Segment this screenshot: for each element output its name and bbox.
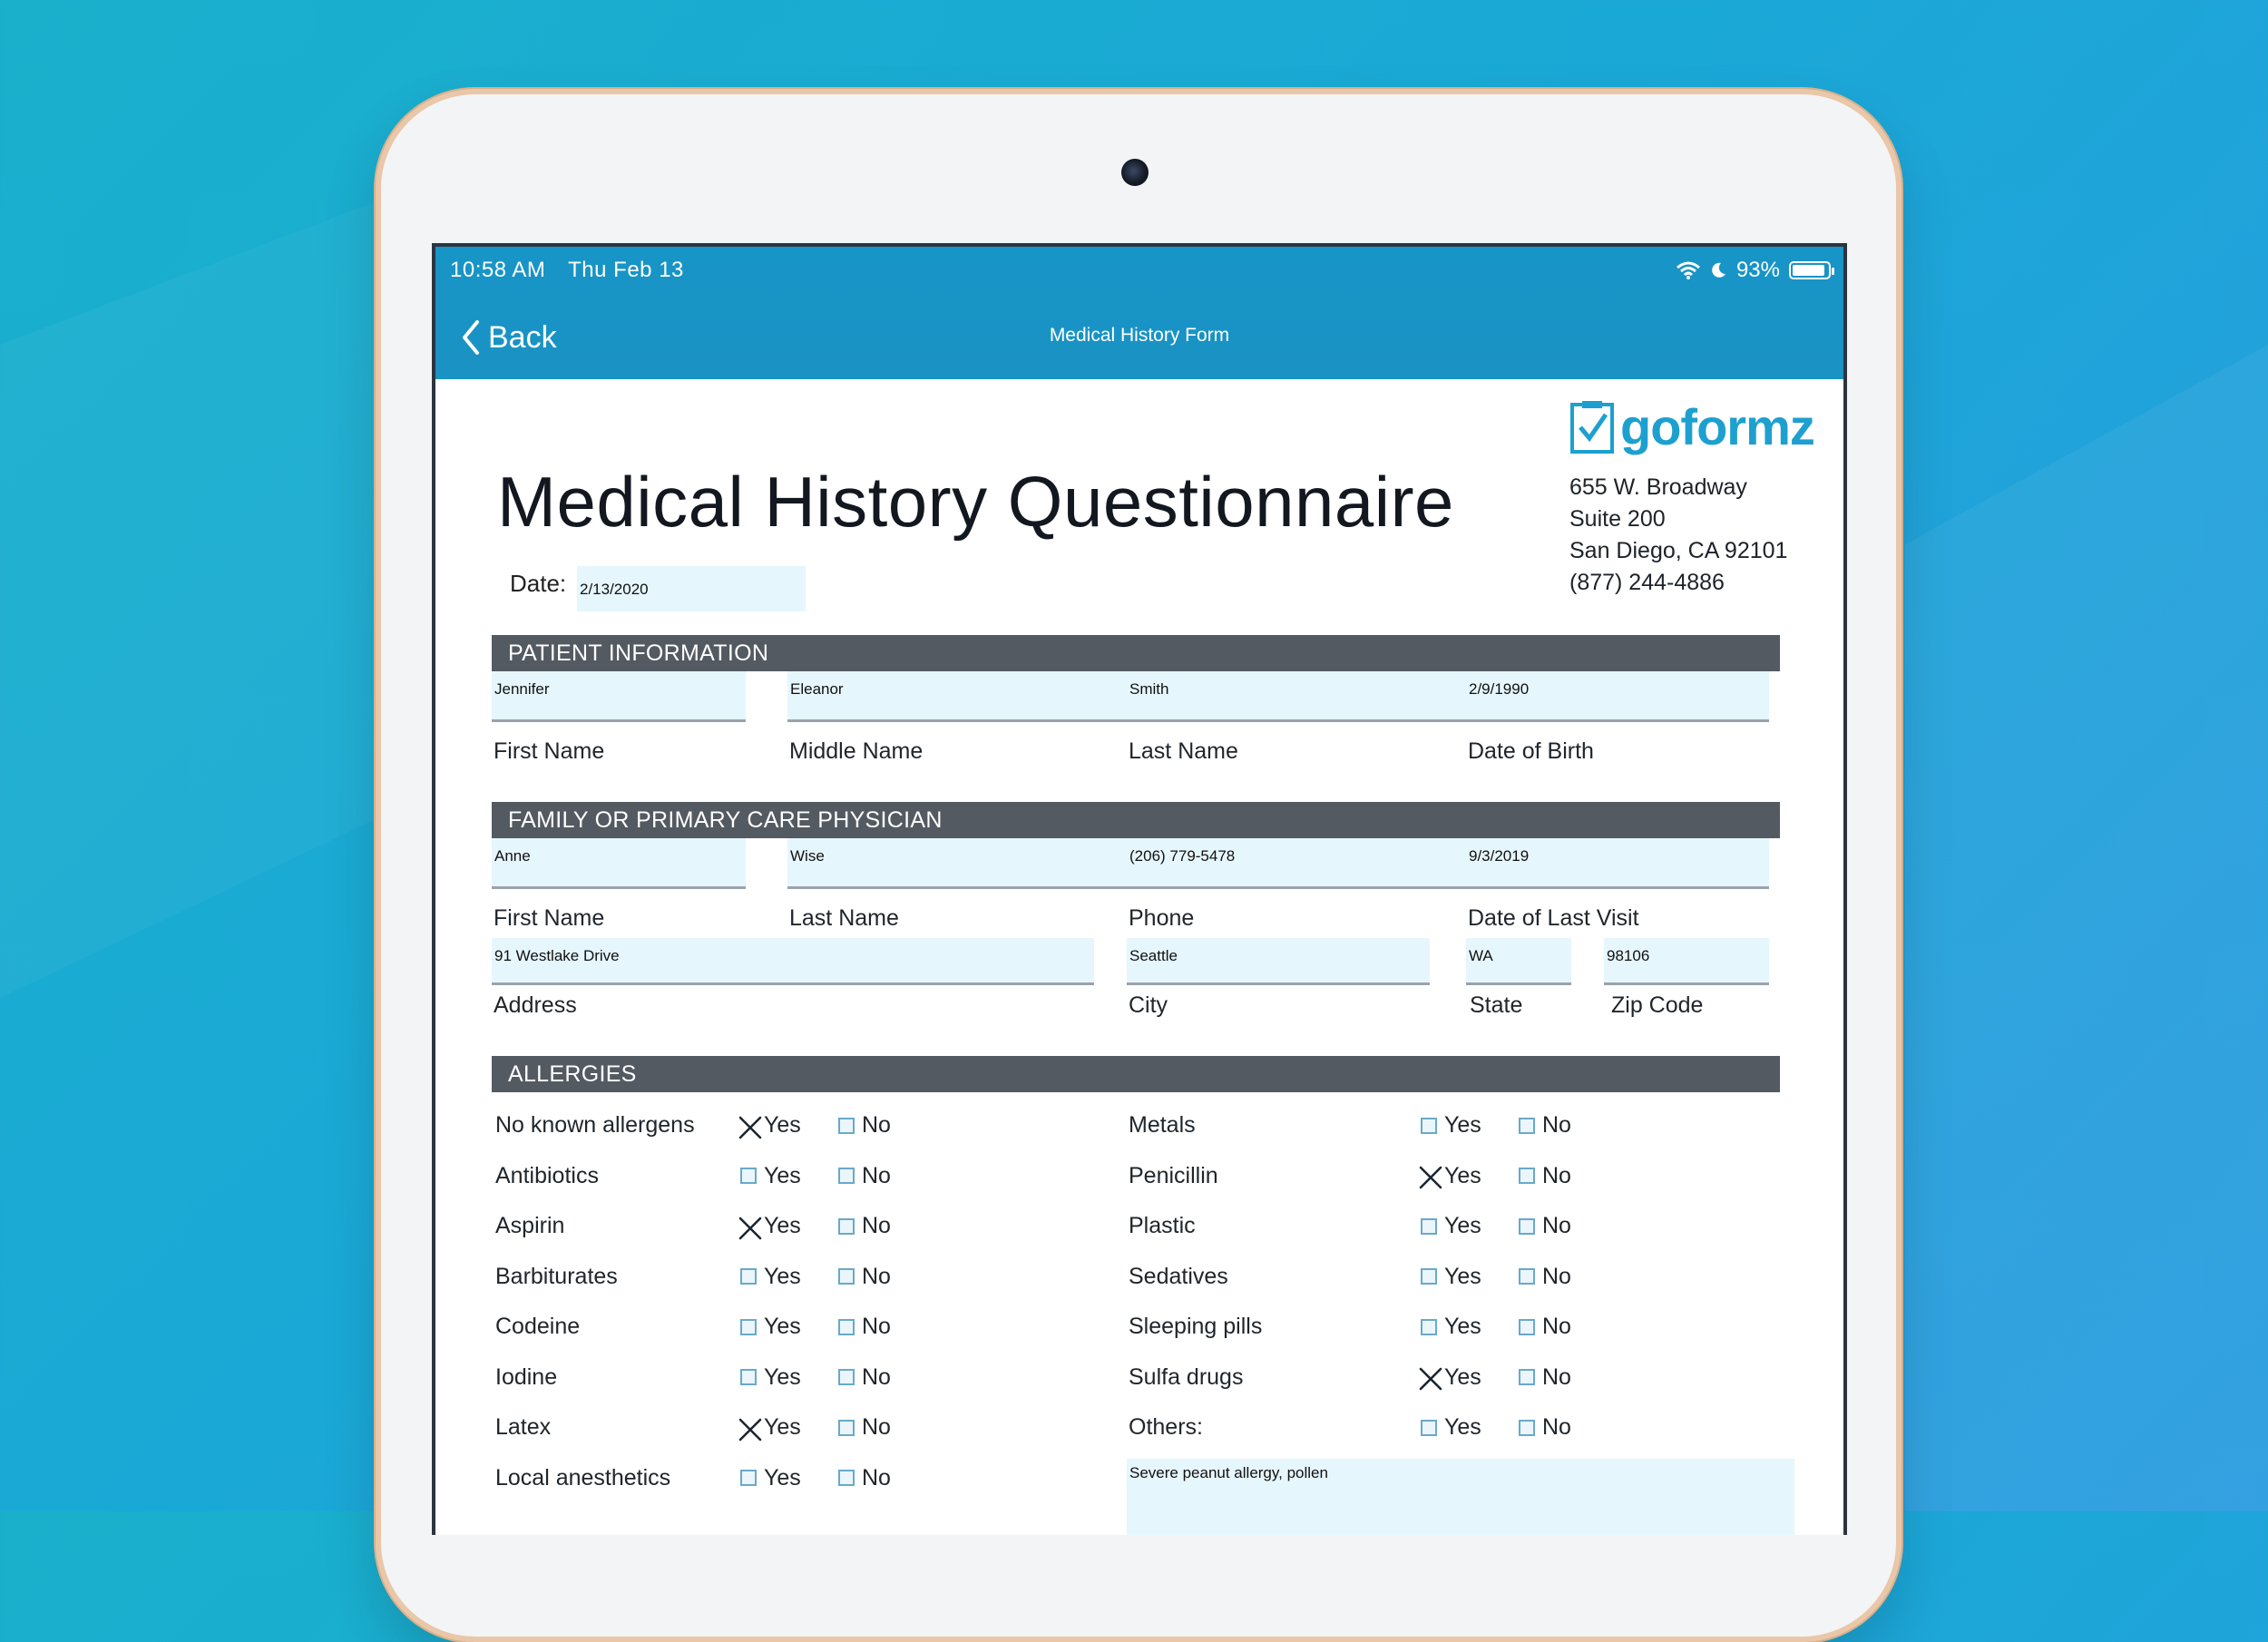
form-document [435, 379, 1843, 1535]
allergy-yes-option-checkbox[interactable] [740, 1268, 757, 1285]
allergy-name: Codeine [495, 1314, 581, 1339]
allergy-no-option-checkbox[interactable] [838, 1319, 855, 1335]
allergy-no-option-checkbox[interactable] [838, 1369, 855, 1385]
allergy-yes-option-label: Yes [1444, 1263, 1481, 1289]
allergy-name: Antibiotics [495, 1162, 599, 1188]
allergy-yes-option-label: Yes [764, 1314, 801, 1339]
patient-middle-name-input[interactable]: Eleanor [787, 671, 1127, 722]
status-time: 10:58 AM [450, 258, 546, 282]
nav-title: Medical History Form [1049, 325, 1230, 346]
allergy-yes-option-label: Yes [764, 1112, 801, 1138]
allergy-no-option-checkbox[interactable] [1519, 1218, 1535, 1235]
allergy-yes-option-label: Yes [1444, 1213, 1481, 1238]
allergy-yes-option-checkbox[interactable] [1421, 1218, 1437, 1235]
allergy-yes-option[interactable] [740, 1163, 801, 1189]
allergy-name: Metals [1129, 1112, 1196, 1138]
allergy-no-option-label: No [862, 1213, 891, 1238]
wifi-icon [1677, 261, 1700, 279]
allergy-name: Plastic [1129, 1213, 1196, 1238]
allergy-yes-option[interactable] [1421, 1264, 1481, 1290]
clipboard-check-icon [1569, 400, 1615, 454]
allergy-name: Others: [1129, 1414, 1203, 1440]
allergy-no-option-label: No [1542, 1213, 1571, 1238]
physician-last-name-label: Last Name [789, 905, 899, 931]
allergy-no-option-label: No [1542, 1112, 1571, 1138]
patient-dob-label: Date of Birth [1468, 738, 1594, 764]
company-phone: (877) 244-4886 [1569, 570, 1725, 595]
allergy-yes-option[interactable] [740, 1213, 801, 1239]
allergy-yes-option[interactable] [1421, 1213, 1481, 1239]
battery-icon [1789, 261, 1831, 279]
allergy-no-option-checkbox[interactable] [1519, 1319, 1535, 1335]
patient-first-name-input[interactable]: Jennifer [492, 671, 746, 722]
allergy-name: Sulfa drugs [1129, 1363, 1244, 1390]
physician-address-label: Address [494, 992, 577, 1018]
physician-zip-label: Zip Code [1611, 992, 1704, 1018]
allergy-yes-option[interactable] [1421, 1414, 1481, 1441]
physician-first-name-input[interactable]: Anne [492, 838, 746, 889]
status-date: Thu Feb 13 [568, 258, 684, 282]
goformz-logo [1569, 397, 1814, 456]
allergy-no-option[interactable] [838, 1112, 891, 1139]
date-input[interactable]: 2/13/2020 [577, 566, 806, 611]
battery-percent: 93% [1735, 258, 1780, 282]
allergy-no-option-label: No [862, 1162, 891, 1188]
app-header [435, 247, 1843, 379]
allergy-name: No known allergens [495, 1112, 695, 1138]
moon-icon [1709, 261, 1727, 279]
allergy-no-option-checkbox[interactable] [838, 1470, 855, 1486]
allergy-no-option-checkbox[interactable] [1519, 1369, 1535, 1385]
allergy-yes-option-checkbox[interactable] [740, 1168, 757, 1184]
allergy-no-option-label: No [1542, 1263, 1571, 1289]
allergy-no-option-label: No [862, 1363, 891, 1390]
date-label: Date: [510, 570, 567, 597]
allergy-yes-option[interactable] [1421, 1112, 1481, 1139]
physician-last-name-input[interactable]: Wise [787, 838, 1127, 889]
allergy-no-option[interactable] [1519, 1414, 1571, 1441]
allergy-no-option[interactable] [838, 1163, 891, 1189]
allergy-no-option[interactable] [838, 1364, 891, 1391]
allergy-yes-option-label: Yes [1444, 1162, 1481, 1188]
allergy-no-option-checkbox[interactable] [1519, 1420, 1535, 1436]
allergy-no-option[interactable] [1519, 1213, 1571, 1239]
patient-first-name-label: First Name [494, 738, 605, 764]
physician-state-input[interactable]: WA [1466, 938, 1571, 985]
allergy-no-option[interactable] [1519, 1364, 1571, 1391]
allergy-no-option[interactable] [1519, 1264, 1571, 1290]
allergy-no-option-checkbox[interactable] [838, 1118, 855, 1134]
section-physician: FAMILY OR PRIMARY CARE PHYSICIAN [492, 802, 1780, 838]
logo-text: goformz [1620, 398, 1814, 455]
allergy-no-option[interactable] [838, 1414, 891, 1441]
allergy-no-option-checkbox[interactable] [838, 1218, 855, 1235]
physician-city-label: City [1129, 992, 1168, 1018]
physician-city-input[interactable]: Seattle [1127, 938, 1430, 985]
allergy-yes-option[interactable] [740, 1314, 801, 1340]
allergy-no-option[interactable] [838, 1213, 891, 1239]
allergy-yes-option-checkbox[interactable] [1421, 1168, 1437, 1184]
allergy-yes-option-checkbox[interactable] [1421, 1369, 1437, 1385]
tablet-screen [432, 243, 1847, 1535]
allergy-yes-option-checkbox[interactable] [740, 1420, 757, 1436]
allergy-no-option-label: No [1542, 1363, 1571, 1390]
physician-first-name-label: First Name [494, 905, 605, 931]
allergy-yes-option-label: Yes [764, 1414, 801, 1440]
physician-address-input[interactable]: 91 Westlake Drive [492, 938, 1094, 985]
allergy-yes-option-checkbox[interactable] [740, 1369, 757, 1385]
allergy-yes-option-checkbox[interactable] [1421, 1268, 1437, 1285]
section-allergies: ALLERGIES [492, 1056, 1780, 1092]
allergy-no-option-label: No [862, 1464, 891, 1491]
allergy-yes-option-checkbox[interactable] [1421, 1420, 1437, 1436]
physician-last-visit-input[interactable]: 9/3/2019 [1466, 838, 1769, 889]
allergy-yes-option[interactable] [740, 1414, 801, 1441]
patient-last-name-label: Last Name [1129, 738, 1238, 764]
allergy-name: Latex [495, 1414, 552, 1440]
back-label: Back [488, 319, 557, 355]
allergy-no-option[interactable] [838, 1314, 891, 1340]
allergies-others-input[interactable]: Severe peanut allergy, pollen [1127, 1459, 1794, 1535]
allergy-no-option-label: No [862, 1414, 891, 1440]
allergy-no-option-label: No [862, 1112, 891, 1138]
allergy-name: Penicillin [1129, 1162, 1218, 1188]
allergy-no-option-label: No [1542, 1314, 1571, 1339]
allergy-no-option-label: No [862, 1314, 891, 1339]
allergy-yes-option-label: Yes [1444, 1112, 1481, 1138]
patient-dob-input[interactable]: 2/9/1990 [1466, 671, 1769, 722]
allergy-yes-option-label: Yes [1444, 1363, 1481, 1390]
allergy-name: Sedatives [1129, 1263, 1228, 1289]
address-line-3: San Diego, CA 92101 [1569, 538, 1788, 563]
allergy-yes-option-checkbox[interactable] [1421, 1319, 1437, 1335]
allergy-name: Local anesthetics [495, 1464, 671, 1491]
allergy-yes-option-checkbox[interactable] [740, 1118, 757, 1134]
allergy-yes-option[interactable] [740, 1465, 801, 1491]
allergy-no-option-checkbox[interactable] [838, 1168, 855, 1184]
section-patient-information: PATIENT INFORMATION [492, 635, 1780, 671]
allergy-no-option[interactable] [838, 1264, 891, 1290]
physician-zip-input[interactable]: 98106 [1604, 938, 1769, 985]
allergy-name: Iodine [495, 1363, 558, 1390]
status-bar-right [1677, 258, 1831, 283]
allergy-no-option-checkbox[interactable] [1519, 1168, 1535, 1184]
allergy-yes-option[interactable] [1421, 1364, 1481, 1391]
allergy-name: Aspirin [495, 1213, 565, 1238]
allergy-no-option-label: No [862, 1263, 891, 1289]
allergy-no-option-label: No [1542, 1414, 1571, 1440]
patient-last-name-input[interactable]: Smith [1127, 671, 1466, 722]
allergy-no-option-checkbox[interactable] [838, 1268, 855, 1285]
camera-lens [1121, 159, 1149, 186]
allergy-no-option[interactable] [1519, 1314, 1571, 1340]
allergy-yes-option-checkbox[interactable] [740, 1218, 757, 1235]
address-line-1: 655 W. Broadway [1569, 474, 1747, 500]
allergy-yes-option-checkbox[interactable] [740, 1319, 757, 1335]
allergy-no-option[interactable] [838, 1465, 891, 1491]
allergy-no-option-label: No [1542, 1162, 1571, 1188]
allergy-yes-option[interactable] [740, 1112, 801, 1139]
allergy-no-option[interactable] [1519, 1163, 1571, 1189]
allergy-yes-option-label: Yes [764, 1464, 801, 1491]
address-line-2: Suite 200 [1569, 506, 1666, 532]
allergy-yes-option[interactable] [740, 1364, 801, 1391]
allergy-no-option-checkbox[interactable] [1519, 1268, 1535, 1285]
allergy-yes-option-label: Yes [764, 1213, 801, 1238]
allergy-yes-option-label: Yes [1444, 1414, 1481, 1440]
allergy-name: Barbiturates [495, 1263, 618, 1289]
patient-middle-name-label: Middle Name [789, 738, 924, 764]
allergy-yes-option-checkbox[interactable] [1421, 1118, 1437, 1134]
allergy-yes-option[interactable] [740, 1264, 801, 1290]
allergy-yes-option[interactable] [1421, 1314, 1481, 1340]
allergy-yes-option[interactable] [1421, 1163, 1481, 1189]
status-bar-left [450, 258, 700, 283]
company-address [1569, 472, 1787, 599]
allergy-yes-option-label: Yes [1444, 1314, 1481, 1339]
allergy-no-option-checkbox[interactable] [838, 1420, 855, 1436]
allergy-yes-option-checkbox[interactable] [740, 1470, 757, 1486]
allergy-yes-option-label: Yes [764, 1162, 801, 1188]
allergy-no-option[interactable] [1519, 1112, 1571, 1139]
physician-last-visit-label: Date of Last Visit [1468, 905, 1639, 931]
allergy-name: Sleeping pills [1129, 1314, 1263, 1339]
physician-phone-input[interactable]: (206) 779-5478 [1127, 838, 1466, 889]
physician-state-label: State [1470, 992, 1523, 1018]
physician-phone-label: Phone [1129, 905, 1195, 931]
form-title: Medical History Questionnaire [497, 462, 1454, 542]
allergy-yes-option-label: Yes [764, 1363, 801, 1390]
allergy-yes-option-label: Yes [764, 1263, 801, 1289]
allergy-no-option-checkbox[interactable] [1519, 1118, 1535, 1134]
